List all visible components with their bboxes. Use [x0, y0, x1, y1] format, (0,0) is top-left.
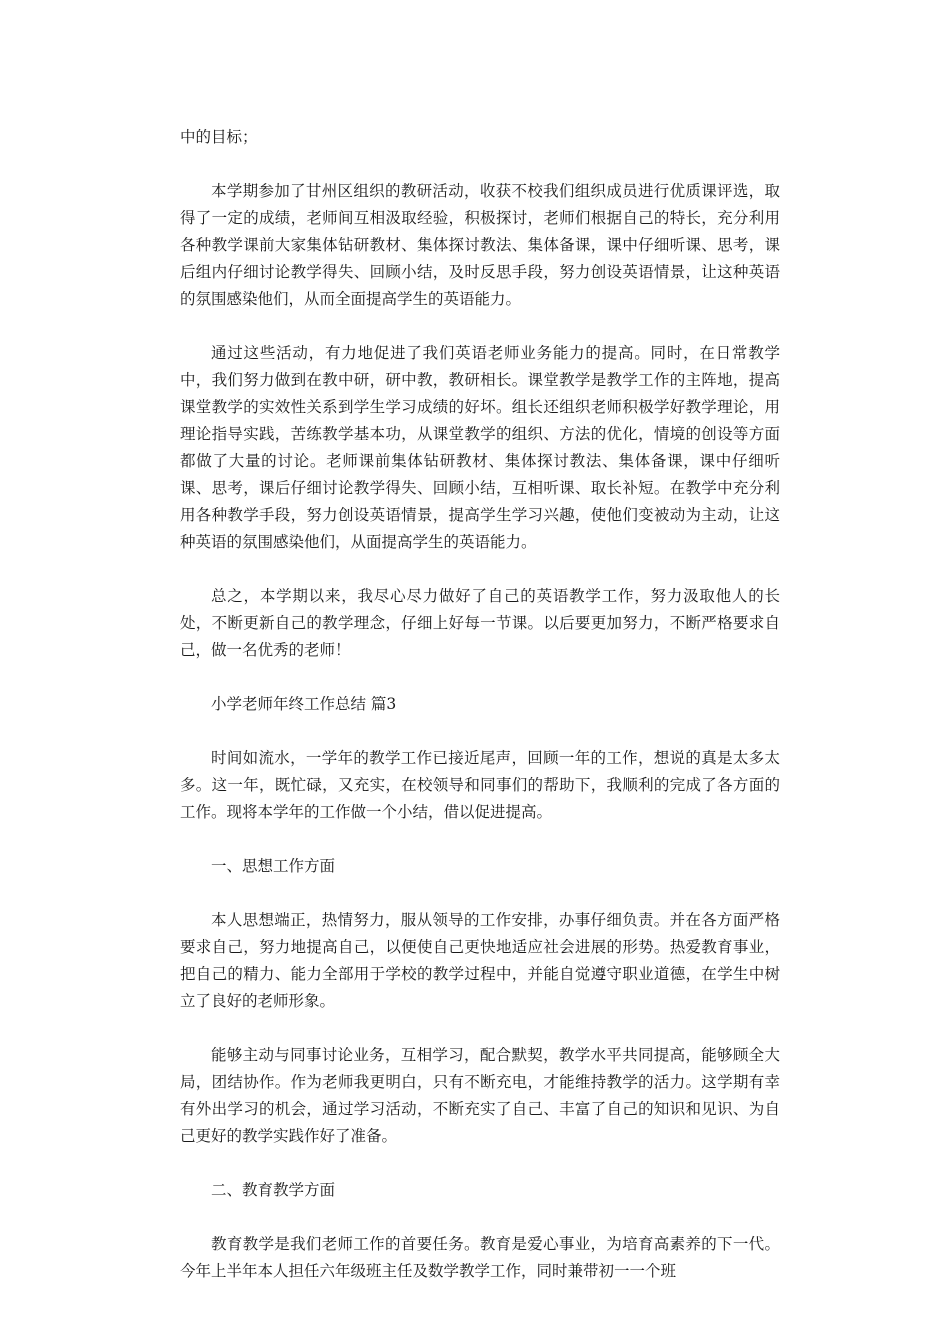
- paragraph-2: 本学期参加了甘州区组织的教研活动，收获不校我们组织成员进行优质课评选，取得了一定的成绩，老师间互相汲取经验，积极探讨，老师们根据自己的特长，充分利用各种教学课前大家集体钻研教材、集体探讨教法、集体备课，课中仔细听课、思考，课后组内仔细讨论教学得失、回顾小结，及时反思手段，努力创设英语情景，让这种英语的氛围感染他们，从而全面提高学生的英语能力。: [180, 182, 780, 308]
- paragraph-8: 教育教学是我们老师工作的首要任务。教育是爱心事业，为培育高素养的下一代。今年上半年本人担任六年级班主任及数学教学工作，同时兼带初一一个班: [180, 1235, 780, 1280]
- paragraph-6: 本人思想端正，热情努力，服从领导的工作安排，办事仔细负责。并在各方面严格要求自己，努力地提高自己，以便使自己更快地适应社会进展的形势。热爱教育事业，把自己的精力、能力全部用于学校的教学过程中，并能自觉遵守职业道德，在学生中树立了良好的老师形象。: [180, 911, 780, 1010]
- section-title-part-3: 小学老师年终工作总结 篇3: [211, 695, 397, 713]
- paragraph-7: 能够主动与同事讨论业务，互相学习，配合默契，教学水平共同提高，能够顾全大局，团结协作。作为老师我更明白，只有不断充电，才能维持教学的活力。这学期有幸有外出学习的机会，通过学习活动，不断充实了自己、丰富了自己的知识和见识、为自己更好的教学实践作好了准备。: [180, 1046, 780, 1145]
- document-body: [180, 124, 780, 1312]
- paragraph-4: 总之，本学期以来，我尽心尽力做好了自己的英语教学工作，努力汲取他人的长处，不断更新自己的教学理念，仔细上好每一节课。以后要更加努力，不断严格要求自己，做一名优秀的老师！: [180, 587, 780, 659]
- paragraph-3: 通过这些活动，有力地促进了我们英语老师业务能力的提高。同时，在日常教学中，我们努力做到在教中研，研中教，教研相长。课堂教学是教学工作的主阵地，提高课堂教学的实效性关系到学生学习成绩的好坏。组长还组织老师积极学好教学理论，用理论指导实践，苦练教学基本功，从课堂教学的组织、方法的优化，情境的创设等方面都做了大量的讨论。老师课前集体钻研教材、集体探讨教法、集体备课，课中仔细听课、思考，课后仔细讨论教学得失、回顾小结，互相听课、取长补短。在教学中充分利用各种教学手段，努力创设英语情景，提高学生学习兴趣，使他们变被动为主动，让这种英语的氛围感染他们，从面提高学生的英语能力。: [180, 344, 780, 551]
- paragraph-5: 时间如流水，一学年的教学工作已接近尾声，回顾一年的工作，想说的真是太多太多。这一年，既忙碌，又充实，在校领导和同事们的帮助下，我顺利的完成了各方面的工作。现将本学年的工作做一个小结，借以促进提高。: [180, 749, 780, 821]
- heading-ideology: 一、思想工作方面: [211, 857, 336, 875]
- paragraph-1: 中的目标；: [180, 128, 258, 146]
- heading-teaching: 二、教育教学方面: [211, 1181, 336, 1199]
